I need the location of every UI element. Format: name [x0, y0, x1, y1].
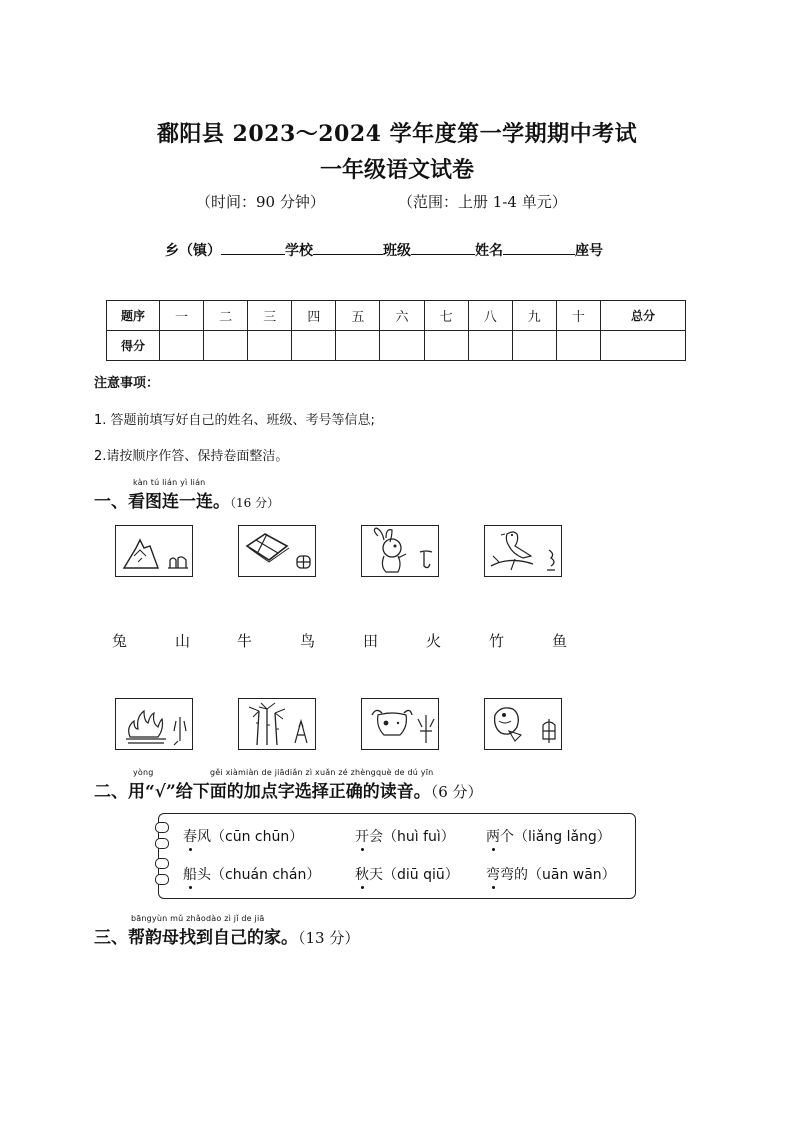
character-fish[interactable]: 鱼	[552, 632, 568, 650]
score-cell[interactable]	[204, 331, 248, 361]
class-label: 班级	[383, 243, 411, 259]
section2-checkmark: “√”	[145, 782, 176, 802]
section3-pinyin: bāngyùn mǔ zhǎodào zì jǐ de jiā	[131, 914, 265, 923]
score-table-score-row	[107, 331, 686, 361]
col-6: 六	[380, 301, 424, 331]
score-cell[interactable]	[424, 331, 468, 361]
score-cell[interactable]	[160, 331, 204, 361]
bamboo-picture[interactable]	[238, 698, 316, 750]
score-cell[interactable]	[336, 331, 380, 361]
section2-pinyin: gěi xiàmiàn de jiādiǎn zì xuǎn zé zhèngquè de dú yīn	[210, 768, 434, 777]
seat-label: 座号	[575, 243, 603, 259]
score-cell[interactable]	[248, 331, 292, 361]
fire-drawing	[116, 699, 192, 749]
pinyin-choices[interactable]: （chuán chán）	[211, 867, 321, 883]
option-qiutian[interactable]	[355, 864, 459, 884]
score-cell[interactable]	[380, 331, 424, 361]
score-label: 得分	[107, 331, 160, 361]
col-8: 八	[468, 301, 512, 331]
pinyin-choices[interactable]: （cūn chūn）	[211, 829, 304, 845]
section1-number: 一、	[94, 492, 128, 512]
character-bird[interactable]: 鸟	[300, 632, 316, 650]
col-1: 一	[160, 301, 204, 331]
dotted-character: 春	[183, 826, 197, 846]
section3-title: 帮韵母找到自己的家。	[128, 928, 298, 948]
word-rest: 天	[369, 867, 383, 883]
dotted-character: 弯	[486, 864, 500, 884]
bird-picture[interactable]	[484, 525, 562, 577]
township-label: 乡（镇）	[165, 243, 221, 259]
field-drawing	[239, 526, 315, 576]
bamboo-drawing	[239, 699, 315, 749]
binder-ring	[155, 838, 169, 849]
score-cell[interactable]	[556, 331, 600, 361]
ox-picture[interactable]	[361, 698, 439, 750]
col-9: 九	[512, 301, 556, 331]
character-mountain[interactable]: 山	[175, 632, 191, 650]
word-rest: 风	[197, 829, 211, 845]
col-3: 三	[248, 301, 292, 331]
bird-drawing	[485, 526, 561, 576]
exam-subtitle: 一年级语文试卷	[319, 157, 474, 183]
col-7: 七	[424, 301, 468, 331]
col-2: 二	[204, 301, 248, 331]
section2-points: （6 分）	[430, 783, 483, 801]
word-rest: 个	[500, 829, 514, 845]
class-blank[interactable]	[411, 240, 475, 255]
ox-drawing	[362, 699, 438, 749]
township-blank[interactable]	[221, 240, 285, 255]
pinyin-choices[interactable]: （huì fuì）	[383, 829, 455, 845]
binder-ring	[155, 874, 169, 885]
question-order-label: 题序	[107, 301, 160, 331]
word-rest: 头	[197, 867, 211, 883]
character-field[interactable]: 田	[363, 632, 379, 650]
mountain-picture[interactable]	[115, 525, 193, 577]
option-liangge[interactable]	[486, 826, 611, 846]
col-4: 四	[292, 301, 336, 331]
section3-heading	[94, 923, 359, 948]
total-score-cell[interactable]	[601, 331, 686, 361]
score-cell[interactable]	[292, 331, 336, 361]
score-table-header-row	[107, 301, 686, 331]
dotted-character: 开	[355, 826, 369, 846]
fire-picture[interactable]	[115, 698, 193, 750]
word-rest: 会	[369, 829, 383, 845]
section2-pinyin-yong: yòng	[133, 768, 154, 777]
binder-ring	[155, 822, 169, 833]
school-label: 学校	[285, 243, 313, 259]
exam-scope: （范围：上册 1-4 单元）	[398, 193, 567, 211]
option-wanwande[interactable]	[486, 864, 616, 884]
section2-heading	[94, 777, 483, 802]
note-item: 2.请按顺序作答、保持卷面整洁。	[94, 449, 289, 464]
note-item: 1. 答题前填写好自己的姓名、班级、考号等信息;	[94, 413, 375, 428]
section2-title: 给下面的加点字选择正确的读音。	[175, 782, 431, 802]
option-chuantou[interactable]	[183, 864, 320, 884]
section1-title: 看图连一连。	[128, 492, 230, 512]
character-fire[interactable]: 火	[426, 632, 442, 650]
fish-drawing	[485, 699, 561, 749]
section3-points: （13 分）	[298, 929, 360, 947]
score-cell[interactable]	[468, 331, 512, 361]
exam-title: 鄱阳县 2023～2024 学年度第一学期期中考试	[156, 121, 638, 147]
field-picture[interactable]	[238, 525, 316, 577]
mountain-drawing	[116, 526, 192, 576]
total-label: 总分	[601, 301, 686, 331]
section3-number: 三、	[94, 928, 128, 948]
exam-time: （时间：90 分钟）	[196, 193, 325, 211]
name-label: 姓名	[475, 243, 503, 259]
pinyin-choices[interactable]: （diū qiū）	[383, 867, 459, 883]
section2-title-yong: 用	[128, 782, 145, 802]
score-table	[106, 300, 686, 361]
school-blank[interactable]	[313, 240, 383, 255]
section1-points: （16 分）	[230, 496, 280, 510]
word-rest: 弯的	[500, 867, 528, 883]
score-cell[interactable]	[512, 331, 556, 361]
name-blank[interactable]	[503, 240, 575, 255]
dotted-character: 秋	[355, 864, 369, 884]
col-10: 十	[556, 301, 600, 331]
character-ox[interactable]: 牛	[237, 632, 253, 650]
notes-title: 注意事项：	[94, 376, 160, 391]
pinyin-choices[interactable]: （uān wān）	[528, 867, 616, 883]
dotted-character: 船	[183, 864, 197, 884]
option-kaihui[interactable]	[355, 826, 455, 846]
binder-ring	[155, 858, 169, 869]
section1-heading	[94, 487, 279, 512]
student-info-line	[165, 240, 603, 260]
dotted-character: 两	[486, 826, 500, 846]
rabbit-picture[interactable]	[361, 525, 439, 577]
section1-pinyin: kàn tú lián yì lián	[133, 478, 206, 487]
pinyin-choices[interactable]: （liǎng lǎng）	[514, 829, 611, 845]
col-5: 五	[336, 301, 380, 331]
section2-number: 二、	[94, 782, 128, 802]
fish-picture[interactable]	[484, 698, 562, 750]
character-bamboo[interactable]: 竹	[489, 632, 505, 650]
character-rabbit[interactable]: 兔	[112, 632, 128, 650]
option-chunfeng[interactable]	[183, 826, 303, 846]
rabbit-drawing	[362, 526, 438, 576]
